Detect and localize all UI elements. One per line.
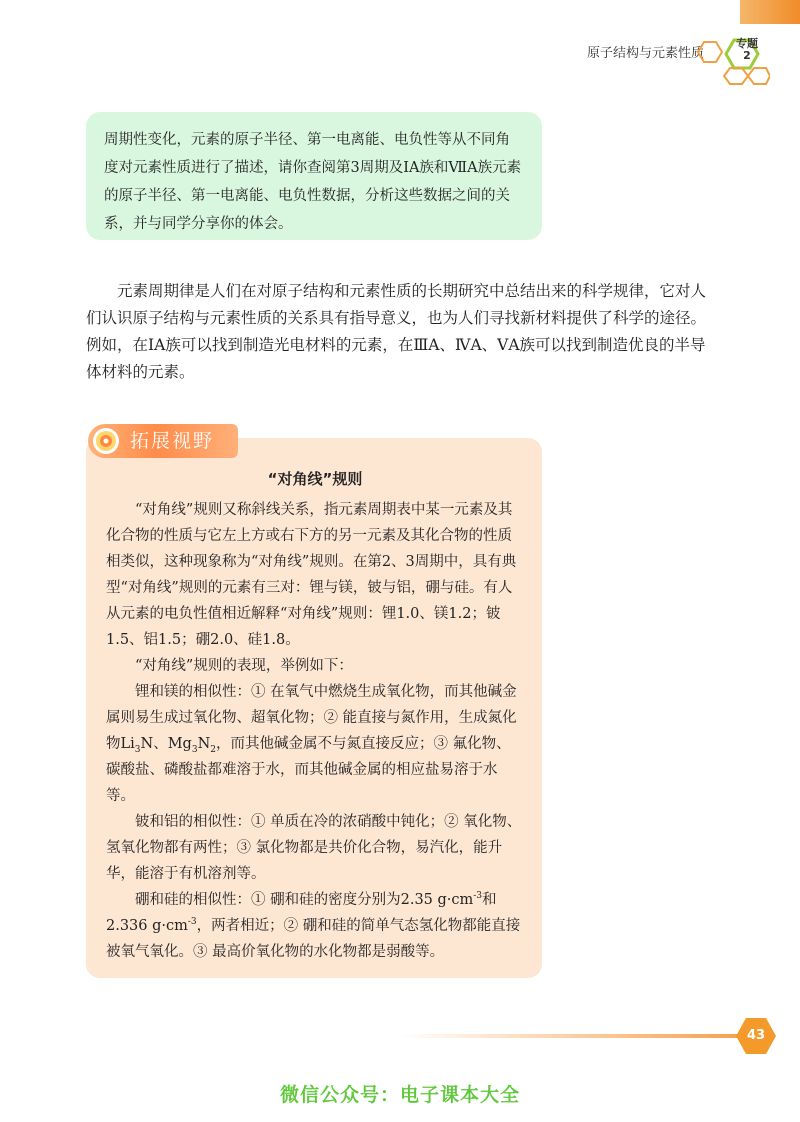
extension-paragraph-4: 铍和铝的相似性：① 单质在冷的浓硝酸中钝化；② 氧化物、氢氧化物都有两性；③ 氯化物都是共价化合物，易汽化，能升华，能溶于有机溶剂等。 — [106, 814, 522, 882]
extension-box — [86, 438, 542, 978]
extension-tab — [88, 424, 238, 458]
footer-rule — [400, 1034, 740, 1038]
extension-paragraph-2: “对角线”规则的表现，举例如下： — [135, 658, 353, 674]
p5-text-c: ，两者相近；② 硼和硅的简单气态氢化物都能直接被氧气氧化。③ 最高价氧化物的水化物都是弱酸等。 — [106, 918, 521, 960]
n-subscript: 2 — [210, 744, 216, 755]
p5-text-b: 和2.336 g·cm — [106, 892, 497, 934]
inquiry-box — [86, 112, 542, 240]
page-number-badge — [736, 1016, 776, 1056]
watermark-text: 微信公众号：电子课本大全 — [279, 1084, 520, 1106]
corner-decoration-bar — [740, 0, 800, 24]
flower-badge-icon — [92, 427, 120, 455]
p3-text-c: N — [197, 736, 211, 752]
p5-text-a: 硼和硅的相似性：① 硼和硅的密度分别为2.35 g·cm — [135, 892, 474, 908]
extension-paragraph-3 — [106, 679, 524, 809]
chapter-word: 专题 — [736, 37, 758, 50]
p3-text-d: ，而其他碱金属不与氮直接反应；③ 氟化物、碳酸盐、磷酸盐都难溶于水，而其他碱金属的相应盐易溶于水等。 — [106, 736, 511, 804]
extension-label: 拓展视野 — [130, 430, 215, 452]
page-number: 43 — [746, 1028, 766, 1043]
extension-title: “对角线”规则 — [267, 470, 363, 488]
density-exponent-2: -3 — [187, 917, 197, 928]
inquiry-text: 周期性变化，元素的原子半径、第一电离能、电负性等从不同角度对元素性质进行了描述，请你查阅第3周期及ⅠA族和ⅦA族元素的原子半径、第一电离能、电负性数据，分析这些数据之间的关系，并与同学分享你的体会。 — [104, 132, 522, 232]
li-subscript: 3 — [134, 744, 141, 755]
extension-paragraph-5 — [106, 887, 524, 965]
p3-text-a: 锂和镁的相似性：① 在氧气中燃烧生成氧化物，而其他碱金属则易生成过氧化物、超氧化物；② 能直接与氮作用，生成氮化物Li — [106, 684, 517, 752]
mg-subscript: 3 — [191, 744, 198, 755]
chapter-badge — [730, 38, 764, 62]
running-header-title: 原子结构与元素性质 — [586, 46, 704, 61]
density-exponent-1: -3 — [473, 891, 483, 902]
chapter-number: 2 — [743, 49, 751, 62]
extension-paragraph-1: “对角线”规则又称斜线关系，指元素周期表中某一元素及其化合物的性质与它左上方或右下方的另一元素及其化合物的性质相类似，这种现象称为“对角线”规则。在第2、3周期中，具有典型“对角线”规则的元素有三对：锂与镁，铍与铝，硼与硅。有人从元素的电负性值相近解释“对角线”规则：锂1.0、镁1.2；铍1.5、铝1.5；硼2.0、硅1.8。 — [106, 502, 517, 648]
p3-text-b: N、Mg — [140, 736, 192, 752]
main-paragraph: 元素周期律是人们在对原子结构和元素性质的长期研究中总结出来的科学规律，它对人们认识原子结构与元素性质的关系具有指导意义，也为人们寻找新材料提供了科学的途径。例如，在ⅠA族可以找到制造光电材料的元素，在ⅢA、ⅣA、ⅤA族可以找到制造优良的半导体材料的元素。 — [86, 282, 707, 381]
